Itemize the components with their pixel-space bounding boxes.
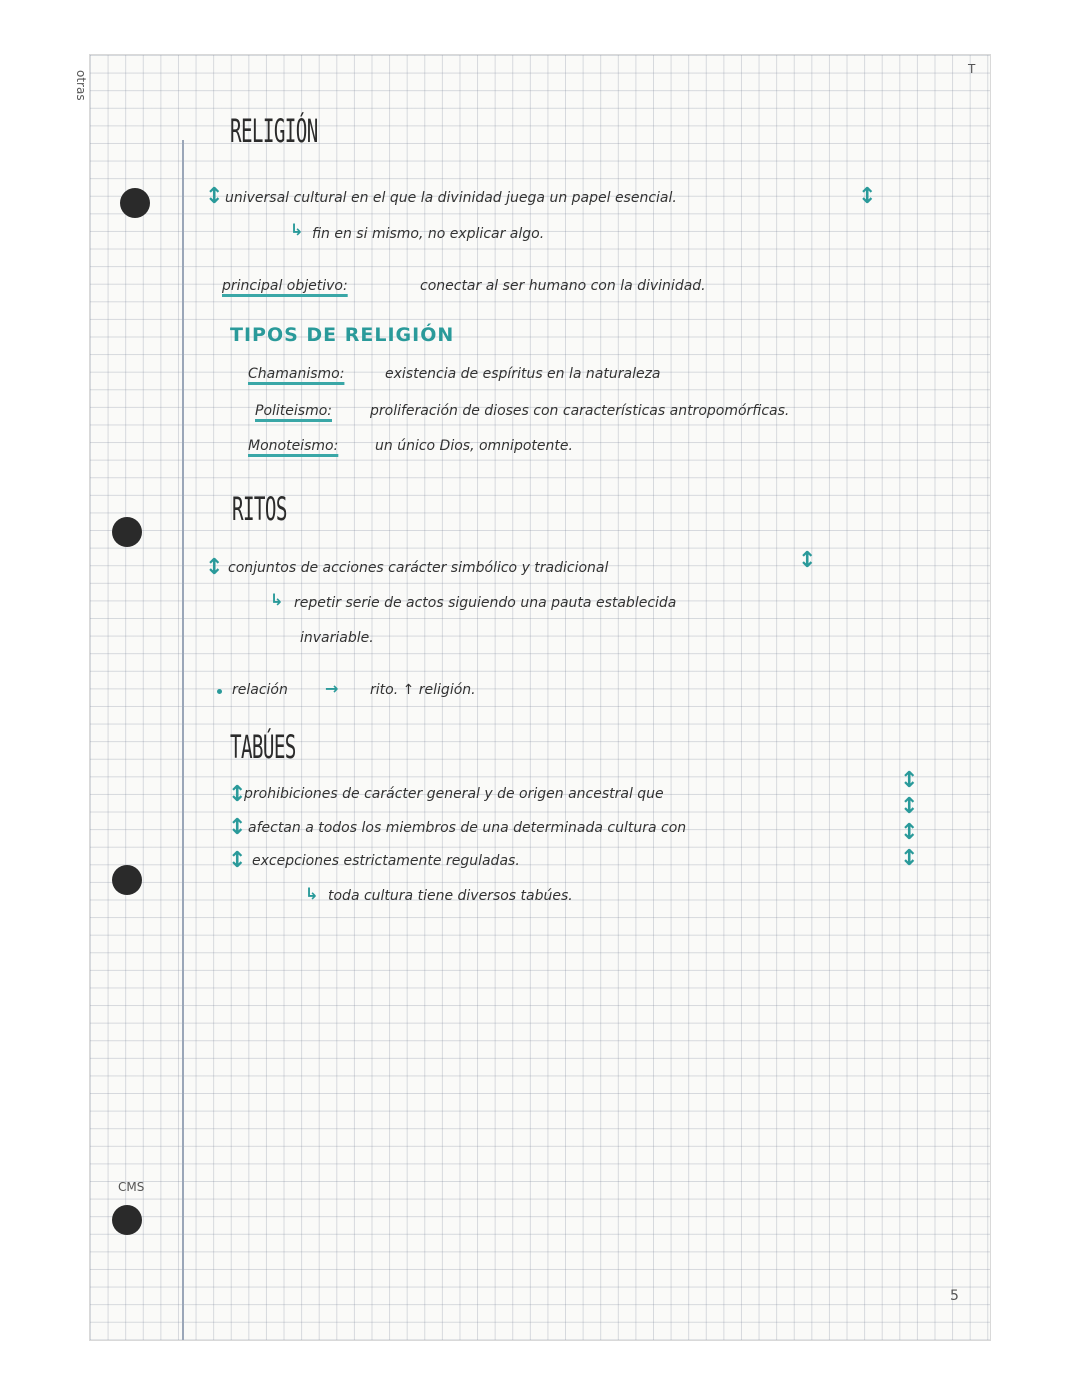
relation-text: rito. ↑ religión. — [370, 682, 476, 698]
binder-hole — [112, 517, 142, 547]
arrow-marker-icon: ↕ ↕ ↕ ↕ — [900, 768, 919, 871]
sub-arrow-icon: ↳ — [305, 884, 319, 903]
page-number: 5 — [950, 1288, 959, 1304]
types-title: TIPOS DE RELIGIÓN — [230, 324, 455, 346]
corner-note: T — [968, 62, 976, 76]
relation-label: relación — [232, 682, 288, 698]
tabues-line: excepciones estrictamente reguladas. — [252, 853, 520, 869]
type-label: Chamanismo: — [248, 366, 345, 382]
tabues-subpoint: toda cultura tiene diversos tabúes. — [328, 888, 573, 904]
religion-definition: universal cultural en el que la divinidad juega un papel esencial. — [225, 190, 677, 206]
binder-hole — [112, 865, 142, 895]
arrow-marker-icon: ↕ — [228, 782, 247, 807]
arrow-marker-icon: ↕ — [205, 555, 224, 580]
arrow-right-icon: → — [325, 679, 339, 698]
side-note-top: otras — [74, 70, 88, 101]
type-label: Politeismo: — [255, 403, 332, 419]
margin-line — [182, 140, 184, 1340]
ritos-subpoint-cont: invariable. — [300, 630, 374, 646]
type-text: existencia de espíritus en la naturaleza — [385, 366, 661, 382]
type-text: proliferación de dioses con características antropomórficas. — [370, 403, 790, 419]
arrow-marker-icon: ↕ — [858, 184, 877, 209]
sub-arrow-icon: ↳ — [290, 220, 304, 239]
type-text: un único Dios, omnipotente. — [375, 438, 573, 454]
arrow-marker-icon: ↕ — [798, 548, 817, 573]
ritos-subpoint: repetir serie de actos siguiendo una pauta establecida — [294, 595, 677, 611]
side-note-bottom: CMS — [118, 1180, 145, 1194]
binder-hole — [120, 188, 150, 218]
notebook-page — [90, 55, 990, 1340]
ritos-definition: conjuntos de acciones carácter simbólico y tradicional — [228, 560, 609, 576]
tabues-line: prohibiciones de carácter general y de origen ancestral que — [244, 786, 664, 802]
tabues-line: afectan a todos los miembros de una determinada cultura con — [248, 820, 687, 836]
type-label: Monoteismo: — [248, 438, 339, 454]
arrow-marker-icon: ↕ — [228, 848, 247, 873]
section-title-religion: RELIGIÓN — [230, 112, 318, 150]
sub-arrow-icon: ↳ — [270, 590, 284, 609]
arrow-marker-icon: ↕ — [228, 815, 247, 840]
bullet — [217, 689, 222, 694]
objective-label: principal objetivo: — [222, 278, 348, 294]
section-title-tabues: TABÚES — [230, 728, 296, 766]
arrow-marker-icon: ↕ — [205, 184, 224, 209]
binder-hole — [112, 1205, 142, 1235]
section-title-ritos: RITOS — [232, 490, 287, 528]
objective-text: conectar al ser humano con la divinidad. — [420, 278, 706, 294]
religion-subpoint: fin en si mismo, no explicar algo. — [312, 226, 545, 242]
